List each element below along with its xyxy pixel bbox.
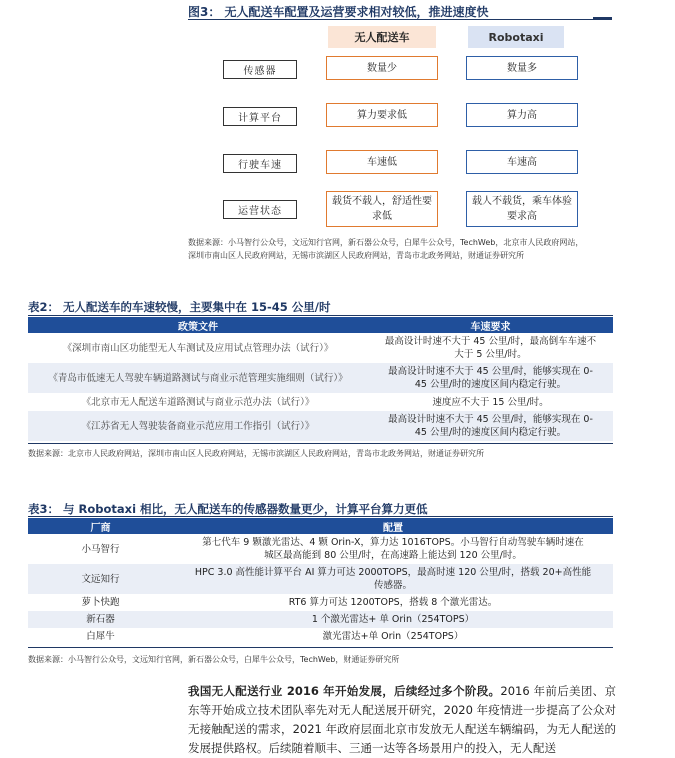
vendor-cell: 小马智行 [81, 543, 120, 555]
robotaxi-sensor-value: 数量多 [466, 56, 578, 80]
column-header-robotaxi: Robotaxi [468, 26, 564, 48]
paragraph-body: 2016 年前后美团、京东等开始成立技术团队率先对无人配送展开研究，2020 年疫情进一步提高了公众对无接触配送的需求，2021 年政府层面北京市发放无人配送车辆编码，为无人配送的发展提供路权。后续随着顺丰、三通一达等各场景用户的投入，无人配送 [188, 684, 616, 755]
table3-title: 表3： 与 Robotaxi 相比，无人配送车的传感器数量更少，计算平台算力更低 [28, 502, 428, 516]
config-line: HPC 3.0 高性能计算平台 AI 算力可达 2000TOPS，最高时速 120 公里/时，搭载 20+高性能 [194, 567, 592, 578]
unmanned-operation-value: 载货不载人，舒适性要求低 [326, 191, 438, 227]
speed-line: 最高设计时速不大于 45 公里/时，最高倒车车速不 [384, 336, 597, 347]
table3-source: 数据来源：小马智行公众号，文远知行官网，新石器公众号，白犀牛公众号，TechWeb，财通证券研究所 [28, 655, 400, 664]
unmanned-compute-value: 算力要求低 [326, 103, 438, 127]
vendor-cell: 白犀牛 [86, 631, 115, 642]
unmanned-sensor-value: 数量少 [326, 56, 438, 80]
table-row [28, 411, 613, 441]
table-row [28, 594, 613, 611]
table-row [28, 534, 613, 564]
figure-source-line2: 深圳市南山区人民政府网站，无锡市滨湖区人民政府网站，青岛市北政务网站，财通证券研究所 [188, 251, 524, 260]
speed-line: 最高设计时速不大于 45 公里/时，能够实现在 0- [388, 414, 593, 425]
table-row [28, 393, 613, 411]
speed-line: 速度应不大于 15 公里/时。 [432, 396, 549, 408]
category-driving-speed: 行驶车速 [223, 154, 297, 173]
speed-cell [368, 393, 613, 411]
robotaxi-operation-value: 载人不载货，乘车体验要求高 [466, 191, 578, 227]
config-cell [173, 564, 613, 594]
policy-cell: 《深圳市南山区功能型无人车测试及应用试点管理办法（试行）》 [62, 342, 334, 354]
table-row [28, 628, 613, 645]
table2-title-rule [28, 315, 613, 316]
figure-source-line1: 数据来源：小马智行公众号，文远知行官网，新石器公众号，白犀牛公众号，TechWeb，北京市人民政府网站， [188, 238, 584, 247]
config-cell: 激光雷达+单 Orin（254TOPS） [322, 631, 464, 642]
config-cell: RT6 算力可达 1200TOPS，搭载 8 个激光雷达。 [288, 597, 498, 608]
figure-title-rule [188, 19, 612, 20]
table2-header-policy: 政策文件 [28, 317, 368, 333]
speed-line: 大于 5 公里/时。 [454, 349, 527, 360]
policy-cell: 《北京市无人配送车道路测试与商业示范办法（试行）》 [81, 396, 315, 408]
table2-title: 表2： 无人配送车的车速较慢，主要集中在 15-45 公里/时 [28, 300, 331, 314]
config-cell [173, 534, 613, 564]
table-row [28, 611, 613, 628]
table2-source: 数据来源：北京市人民政府网站，深圳市南山区人民政府网站，无锡市滨湖区人民政府网站，青岛市北政务网站，财通证券研究所 [28, 449, 484, 458]
table-row [28, 564, 613, 594]
policy-cell: 《青岛市低速无人驾驶车辆道路测试与商业示范管理实施细则（试行）》 [28, 363, 368, 393]
vendor-cell: 新石器 [28, 611, 173, 628]
speed-cell [368, 363, 613, 393]
column-header-unmanned: 无人配送车 [328, 26, 436, 48]
config-line: 城区最高能到 80 公里/时，在高速路上能达到 120 公里/时。 [264, 550, 522, 561]
table2-bottom-rule [28, 443, 613, 444]
table3-title-rule [28, 516, 613, 517]
table2-header-speed: 车速要求 [368, 317, 613, 333]
category-operation-status: 运营状态 [223, 200, 297, 219]
speed-cell [368, 411, 613, 441]
speed-cell [368, 333, 613, 363]
vendor-cell: 文远知行 [28, 564, 173, 594]
robotaxi-compute-value: 算力高 [466, 103, 578, 127]
table3-bottom-rule [28, 647, 613, 648]
table3-header-config: 配置 [173, 518, 613, 534]
policy-cell: 《江苏省无人驾驶装备商业示范应用工作指引（试行）》 [28, 411, 368, 441]
body-paragraph [188, 682, 616, 758]
figure-title: 图3： 无人配送车配置及运营要求相对较低，推进速度快 [188, 5, 489, 19]
figure-title-accent [593, 17, 612, 20]
table-row [28, 333, 613, 363]
paragraph-lead: 我国无人配送行业 2016 年开始发展，后续经过多个阶段。 [188, 684, 501, 698]
vendor-cell: 萝卜快跑 [81, 597, 120, 608]
table3-header-vendor: 厂商 [28, 518, 173, 534]
robotaxi-speed-value: 车速高 [466, 150, 578, 174]
speed-line: 45 公里/时的速度区间内稳定行驶。 [414, 379, 567, 390]
category-sensor: 传感器 [223, 60, 297, 79]
table-row [28, 363, 613, 393]
config-line: 传感器。 [373, 580, 412, 591]
unmanned-speed-value: 车速低 [326, 150, 438, 174]
table3 [28, 518, 613, 645]
category-compute-platform: 计算平台 [223, 107, 297, 126]
config-line: 第七代车 9 颗激光雷达、4 颗 Orin-X，算力达 1016TOPS。小马智行自动驾驶车辆时速在 [202, 537, 584, 548]
speed-line: 45 公里/时的速度区间内稳定行驶。 [414, 427, 567, 438]
config-cell: 1 个激光雷达+ 单 Orin（254TOPS） [173, 611, 613, 628]
table2 [28, 317, 613, 441]
speed-line: 最高设计时速不大于 45 公里/时，能够实现在 0- [388, 366, 593, 377]
